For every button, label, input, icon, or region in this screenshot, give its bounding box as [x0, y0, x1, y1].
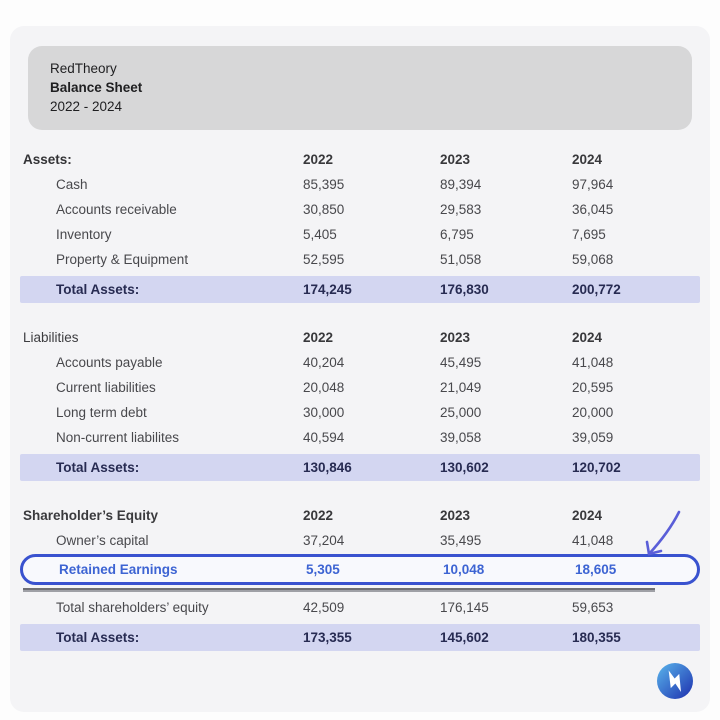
total-value: 173,355 [303, 630, 352, 645]
column-header-2022: 2022 [303, 507, 334, 523]
column-header-2022: 2022 [303, 151, 334, 167]
total-value: 145,602 [440, 630, 489, 645]
row-label: Long term debt [56, 405, 147, 420]
row-value: 97,964 [572, 177, 614, 192]
table-row [20, 197, 700, 222]
row-value: 6,795 [440, 227, 474, 242]
row-value: 5,305 [306, 562, 340, 577]
row-label: Retained Earnings [59, 562, 178, 577]
row-value: 39,059 [572, 430, 614, 445]
column-header-2023: 2023 [440, 151, 471, 167]
subtotal-row [20, 595, 700, 620]
table-row [20, 528, 700, 553]
total-value: 176,830 [440, 282, 489, 297]
total-value: 130,846 [303, 460, 352, 475]
section-assets [20, 146, 700, 303]
total-value: 174,245 [303, 282, 352, 297]
total-row [20, 276, 700, 303]
row-value: 21,049 [440, 380, 482, 395]
total-value: 200,772 [572, 282, 621, 297]
row-value: 51,058 [440, 252, 482, 267]
brand-logo [656, 662, 694, 700]
section-equity [20, 502, 700, 651]
total-row [20, 454, 700, 481]
total-row [20, 624, 700, 651]
column-header-2023: 2023 [440, 507, 471, 523]
table-row [20, 222, 700, 247]
double-rule-divider [23, 588, 655, 592]
table-content [20, 146, 700, 651]
company-name: RedTheory [50, 61, 117, 76]
row-value: 40,594 [303, 430, 345, 445]
subtotal-value: 42,509 [303, 600, 345, 615]
row-value: 10,048 [443, 562, 485, 577]
row-value: 41,048 [572, 355, 614, 370]
row-value: 30,000 [303, 405, 345, 420]
row-value: 41,048 [572, 533, 614, 548]
row-value: 40,204 [303, 355, 345, 370]
row-value: 85,395 [303, 177, 345, 192]
row-label: Accounts receivable [56, 202, 177, 217]
table-row [20, 375, 700, 400]
row-label: Inventory [56, 227, 112, 242]
table-row [20, 172, 700, 197]
row-value: 20,048 [303, 380, 345, 395]
document-header [28, 46, 692, 130]
row-value: 18,605 [575, 562, 617, 577]
period-range: 2022 - 2024 [50, 99, 123, 114]
row-value: 39,058 [440, 430, 482, 445]
row-label: Non-current liabilites [56, 430, 180, 445]
arrow-annotation-icon [622, 482, 686, 558]
column-header-2024: 2024 [572, 151, 603, 167]
retained-earnings-highlighted-row [20, 554, 700, 585]
table-row [20, 425, 700, 450]
section-liabilities [20, 324, 700, 481]
total-value: 120,702 [572, 460, 621, 475]
row-value: 20,595 [572, 380, 614, 395]
total-value: 180,355 [572, 630, 621, 645]
row-value: 45,495 [440, 355, 482, 370]
section-header-row [20, 146, 700, 172]
row-value: 25,000 [440, 405, 482, 420]
section-title: Assets: [23, 151, 72, 167]
row-value: 5,405 [303, 227, 337, 242]
total-value: 130,602 [440, 460, 489, 475]
row-value: 52,595 [303, 252, 345, 267]
column-header-2024: 2024 [572, 329, 603, 345]
section-title: Liabilities [23, 329, 79, 345]
total-label: Total Assets: [56, 282, 140, 297]
subtotal-value: 176,145 [440, 600, 489, 615]
table-row [20, 350, 700, 375]
total-label: Total Assets: [56, 460, 140, 475]
row-label: Current liabilities [56, 380, 156, 395]
column-header-2022: 2022 [303, 329, 334, 345]
document-title: Balance Sheet [50, 80, 143, 95]
row-label: Owner’s capital [56, 533, 149, 548]
row-value: 89,394 [440, 177, 482, 192]
total-label: Total Assets: [56, 630, 140, 645]
subtotal-value: 59,653 [572, 600, 614, 615]
row-value: 30,850 [303, 202, 345, 217]
column-header-2024: 2024 [572, 507, 603, 523]
row-label: Cash [56, 177, 88, 192]
subtotal-label: Total shareholders’ equity [56, 600, 209, 615]
table-row [20, 247, 700, 272]
section-title: Shareholder’s Equity [23, 507, 159, 523]
row-label: Accounts payable [56, 355, 163, 370]
section-header-row [20, 502, 700, 528]
section-header-row [20, 324, 700, 350]
row-value: 59,068 [572, 252, 614, 267]
balance-sheet-card [10, 26, 710, 712]
row-value: 36,045 [572, 202, 614, 217]
row-value: 29,583 [440, 202, 482, 217]
table-row [20, 400, 700, 425]
row-label: Property & Equipment [56, 252, 189, 267]
column-header-2023: 2023 [440, 329, 471, 345]
row-value: 35,495 [440, 533, 482, 548]
row-value: 20,000 [572, 405, 614, 420]
row-value: 7,695 [572, 227, 606, 242]
row-value: 37,204 [303, 533, 345, 548]
